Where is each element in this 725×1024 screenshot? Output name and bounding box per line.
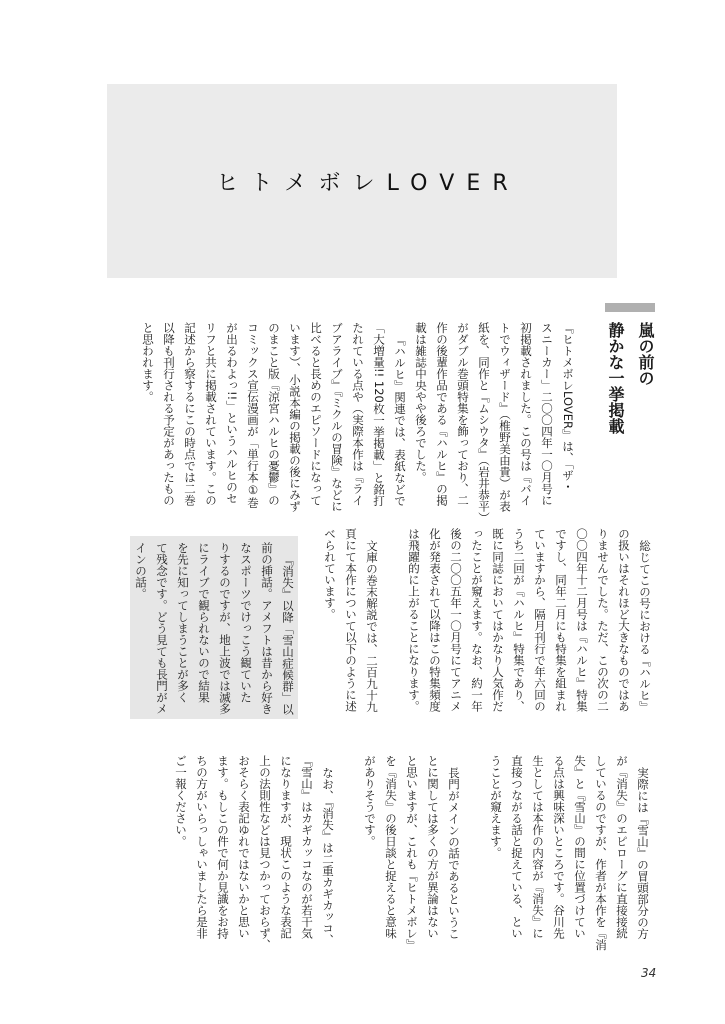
quote-column: 前の挿話。アメフトは昔から好き [256,536,277,719]
text-column: 後の二〇〇五年一〇月号にてアニメ [449,528,463,712]
text-column: ご一報ください。 [174,755,188,847]
quote-column: を先に知ってしまうことが多く [172,536,193,719]
paragraph-gap [382,528,403,718]
text-column: べられています。 [323,528,337,620]
text-column: 『ハルヒ』関連では、表紙などで [393,333,407,506]
text-column: と思われます。 [141,322,155,403]
text-column: になりますが、現状このような表記 [279,755,293,939]
quote-column: なスポーツでけっこう観ていた [235,536,256,719]
quote-column: 『消失』以降「雪山症候群」以 [277,536,298,719]
text-column: がありそうです。 [363,755,377,847]
text-column: 『ヒトメボレLOVER』は、「ザ・ [561,322,575,493]
text-column: トでウィザード』（椎野美由貴）が表 [498,322,512,512]
text-column: 「大増量!! 120枚一挙掲載」と銘打 [372,322,386,507]
text-column: が『消失』のエピローグに直接接続 [615,755,629,939]
text-column: 化が発表されて以降はこの特集頻度 [428,528,442,712]
text-column: のまこと版『涼宮ハルヒの憂鬱』の [267,322,281,506]
text-column: うことが窺えます。 [489,755,503,859]
body-text-upper [137,322,578,524]
text-column: おそらく表記ゆれではないかと思い [237,755,251,939]
text-column: 失』と『雪山』の間に位置づけてい [573,755,587,939]
text-column: の扱いはそれほど大きなものではあ [617,528,631,712]
text-column: ちの方がいらっしゃいましたら是非 [195,755,209,939]
paragraph-gap [338,755,359,945]
text-column: うち二回が『ハルヒ』特集であり、 [512,528,526,712]
article-title: ヒトメボレLOVER [216,171,520,196]
paragraph-gap [464,755,485,945]
text-column: います）、小説本編の掲載の後にみず [288,322,302,512]
heading-accent-bar [605,303,655,312]
text-column: 長門がメインの話であるというこ [447,766,461,939]
text-column: が出るわよっ!!」というハルヒのセ [225,322,239,504]
quoted-commentary [130,536,298,719]
body-text-lower [170,755,653,951]
text-column: 作の後輩作品である『ハルヒ』の掲 [435,322,449,506]
text-column: と思いますが、これも『ヒトメボレ』 [405,755,419,951]
text-column: 初掲載されました。この号は『バイ [519,322,533,506]
text-column: 文庫の巻末解説では、二百九十九 [365,539,379,712]
text-column: なお、『消失』は二重カギカッコ、 [321,766,335,945]
quote-column: て残念です。どう見ても長門がメ [151,536,172,719]
text-column: 紙を、同作と『ムシウタ』（岩井恭平） [477,322,491,524]
text-column: りませんでした。ただ、この次の二 [596,528,610,712]
section-heading [600,322,660,462]
section-heading-line: 静かな一挙掲載 [606,322,625,434]
text-column: を『消失』の後日談と捉えると意味 [384,755,398,939]
text-column: 上の法則性などは見つかっておらず、 [258,755,272,951]
quote-column: にライブで観られないので結果 [193,536,214,719]
text-column: たれている点や（実際本作は『ライ [351,322,365,506]
text-column: 〇〇四年十二月号は『ハルヒ』特集 [575,528,589,712]
body-text-middle [319,528,655,718]
text-column: スニーカー」二〇〇四年一〇月号に [540,322,554,506]
text-column: 実際には『雪山』の冒頭部分の方 [636,766,650,939]
quote-column: インの話。 [130,536,151,719]
quote-column: りするのですが、地上波では滅多 [214,536,235,719]
text-column: 記述から察するにこの時点では二巻 [183,322,197,506]
text-column: ていますから、隔月刊行で年六回の [533,528,547,712]
text-column: しているのですが、作者が本作を『消 [594,755,608,951]
text-column: リフと共に掲載されています。この [204,322,218,506]
section-heading-line: 嵐の前の [636,322,655,386]
text-column: 生としては本作の内容が『消失』に [531,755,545,939]
text-column: 既に同誌においてはかなり人気作だ [491,528,505,712]
text-column: 載は雑誌中央やや後ろでした。 [414,322,428,483]
text-column: 比べると長めのエピソードになって [309,322,323,506]
text-column: 総じてこの号における『ハルヒ』 [638,539,652,712]
title-banner [107,84,617,278]
text-column: ったことが窺えます。なお、約一年 [470,528,484,712]
text-column: ブアライブ』『ミクルの冒険』などに [330,322,344,512]
text-column: とに関しては多くの方が異論はない [426,755,440,939]
text-column: は飛躍的に上がることになります。 [407,528,421,712]
text-column: ですし、同年二月にも特集を組まれ [554,528,568,712]
text-column: 頁にて本作について以下のように述 [344,528,358,712]
text-column: ます。もしこの件で何か見識をお持 [216,755,230,939]
text-column: 以降も刊行される予定があったもの [162,322,176,506]
text-column: コミックス宣伝漫画が「単行本①巻 [246,322,260,509]
text-column: る点は興味深いところです。谷川先 [552,755,566,939]
text-column: 『雪山』はカギカッコなのが若干気 [300,755,314,939]
text-column: 直接つながる話と捉えている、とい [510,755,524,939]
text-column: がダブル巻頭特集を飾っており、二 [456,322,470,506]
page-number: 34 [641,966,657,980]
